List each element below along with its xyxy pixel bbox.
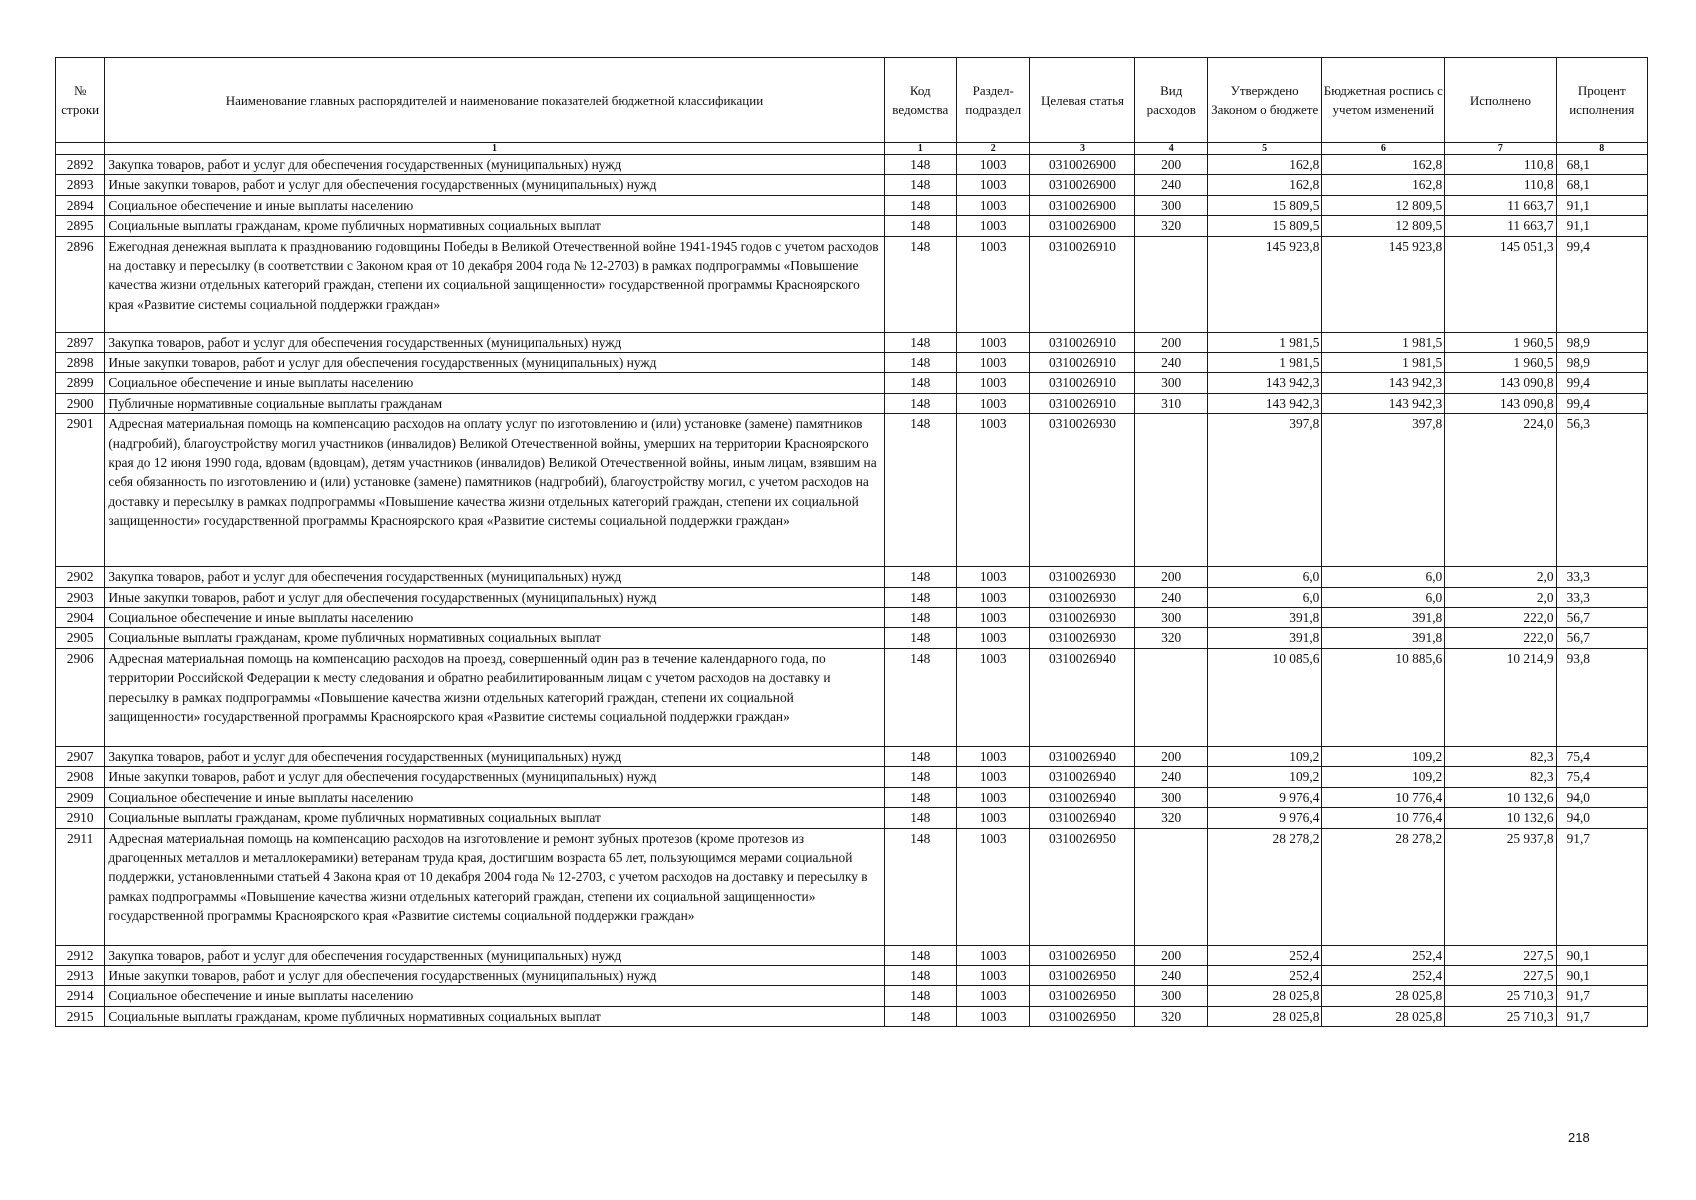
row-percent: 33,3	[1556, 587, 1647, 607]
row-approved: 109,2	[1207, 746, 1321, 766]
row-dept-code: 148	[884, 155, 956, 175]
row-approved: 15 809,5	[1207, 216, 1321, 236]
row-number: 2896	[56, 236, 105, 332]
row-number: 2913	[56, 965, 105, 985]
row-target: 0310026940	[1030, 767, 1135, 787]
row-section: 1003	[956, 1006, 1030, 1026]
col-number: 3	[1030, 143, 1135, 155]
row-approved: 252,4	[1207, 965, 1321, 985]
table-body	[56, 155, 1648, 1027]
table-row	[56, 216, 1648, 236]
table-row	[56, 608, 1648, 628]
row-approved: 391,8	[1207, 628, 1321, 648]
row-percent: 94,0	[1556, 787, 1647, 807]
row-executed: 2,0	[1445, 567, 1556, 587]
row-percent: 91,1	[1556, 216, 1647, 236]
row-section: 1003	[956, 608, 1030, 628]
row-percent: 99,4	[1556, 393, 1647, 413]
row-dept-code: 148	[884, 236, 956, 332]
row-name: Закупка товаров, работ и услуг для обеспечения государственных (муниципальных) нужд	[105, 945, 884, 965]
row-percent: 75,4	[1556, 746, 1647, 766]
row-percent: 93,8	[1556, 648, 1647, 746]
row-expense-type: 200	[1135, 945, 1207, 965]
row-section: 1003	[956, 808, 1030, 828]
table-header-row	[56, 58, 1648, 143]
row-executed: 227,5	[1445, 965, 1556, 985]
row-dept-code: 148	[884, 195, 956, 215]
row-section: 1003	[956, 567, 1030, 587]
row-dept-code: 148	[884, 587, 956, 607]
table-row	[56, 746, 1648, 766]
row-budget-list: 145 923,8	[1322, 236, 1445, 332]
table-row	[56, 587, 1648, 607]
row-budget-list: 10 776,4	[1322, 808, 1445, 828]
row-approved: 9 976,4	[1207, 787, 1321, 807]
row-executed: 2,0	[1445, 587, 1556, 607]
row-executed: 222,0	[1445, 608, 1556, 628]
row-percent: 90,1	[1556, 945, 1647, 965]
header-percent: Процент исполнения	[1556, 58, 1647, 143]
row-name: Социальное обеспечение и иные выплаты населению	[105, 195, 884, 215]
row-percent: 56,3	[1556, 414, 1647, 567]
table-row	[56, 332, 1648, 352]
row-name: Социальные выплаты гражданам, кроме публичных нормативных социальных выплат	[105, 216, 884, 236]
row-number: 2905	[56, 628, 105, 648]
row-name: Социальное обеспечение и иные выплаты населению	[105, 787, 884, 807]
table-row	[56, 175, 1648, 195]
row-budget-list: 143 942,3	[1322, 393, 1445, 413]
row-target: 0310026950	[1030, 965, 1135, 985]
row-percent: 91,7	[1556, 828, 1647, 945]
header-executed: Исполнено	[1445, 58, 1556, 143]
row-expense-type	[1135, 236, 1207, 332]
row-number: 2915	[56, 1006, 105, 1026]
row-name: Закупка товаров, работ и услуг для обеспечения государственных (муниципальных) нужд	[105, 155, 884, 175]
row-approved: 143 942,3	[1207, 373, 1321, 393]
row-dept-code: 148	[884, 787, 956, 807]
row-percent: 91,1	[1556, 195, 1647, 215]
row-target: 0310026910	[1030, 373, 1135, 393]
row-target: 0310026930	[1030, 628, 1135, 648]
table-row	[56, 1006, 1648, 1026]
row-executed: 25 710,3	[1445, 1006, 1556, 1026]
row-approved: 9 976,4	[1207, 808, 1321, 828]
row-percent: 98,9	[1556, 353, 1647, 373]
table-row	[56, 195, 1648, 215]
row-number: 2903	[56, 587, 105, 607]
row-name: Иные закупки товаров, работ и услуг для обеспечения государственных (муниципальных) нужд	[105, 587, 884, 607]
row-approved: 6,0	[1207, 587, 1321, 607]
row-target: 0310026910	[1030, 332, 1135, 352]
row-number: 2901	[56, 414, 105, 567]
row-approved: 10 085,6	[1207, 648, 1321, 746]
header-row-no: № строки	[56, 58, 105, 143]
row-executed: 224,0	[1445, 414, 1556, 567]
row-expense-type: 320	[1135, 628, 1207, 648]
row-section: 1003	[956, 414, 1030, 567]
row-dept-code: 148	[884, 414, 956, 567]
row-expense-type: 300	[1135, 986, 1207, 1006]
row-percent: 90,1	[1556, 965, 1647, 985]
row-name: Закупка товаров, работ и услуг для обеспечения государственных (муниципальных) нужд	[105, 332, 884, 352]
row-section: 1003	[956, 195, 1030, 215]
table-row	[56, 414, 1648, 567]
row-target: 0310026910	[1030, 353, 1135, 373]
row-target: 0310026930	[1030, 567, 1135, 587]
table-row	[56, 648, 1648, 746]
row-budget-list: 391,8	[1322, 608, 1445, 628]
row-name: Иные закупки товаров, работ и услуг для обеспечения государственных (муниципальных) нужд	[105, 767, 884, 787]
row-approved: 28 025,8	[1207, 1006, 1321, 1026]
row-dept-code: 148	[884, 332, 956, 352]
row-approved: 145 923,8	[1207, 236, 1321, 332]
row-expense-type: 300	[1135, 373, 1207, 393]
row-expense-type: 240	[1135, 965, 1207, 985]
row-number: 2893	[56, 175, 105, 195]
row-expense-type: 320	[1135, 808, 1207, 828]
row-executed: 143 090,8	[1445, 393, 1556, 413]
row-expense-type: 200	[1135, 746, 1207, 766]
row-approved: 252,4	[1207, 945, 1321, 965]
row-number: 2895	[56, 216, 105, 236]
row-section: 1003	[956, 216, 1030, 236]
header-name: Наименование главных распорядителей и наименование показателей бюджетной классификации	[105, 58, 884, 143]
row-expense-type: 300	[1135, 608, 1207, 628]
row-target: 0310026950	[1030, 1006, 1135, 1026]
col-number: 1	[884, 143, 956, 155]
row-executed: 25 937,8	[1445, 828, 1556, 945]
row-number: 2902	[56, 567, 105, 587]
table-row	[56, 567, 1648, 587]
row-expense-type: 300	[1135, 195, 1207, 215]
table-row	[56, 353, 1648, 373]
row-budget-list: 109,2	[1322, 767, 1445, 787]
row-name: Публичные нормативные социальные выплаты гражданам	[105, 393, 884, 413]
row-percent: 98,9	[1556, 332, 1647, 352]
row-name: Ежегодная денежная выплата к празднованию годовщины Победы в Великой Отечественной войне 1941-1945 годов с учетом расходов на доставку и пересылку (в соответствии с Законом края от 10 декабря 2004 года № 12-2703) в рамках подпрограммы «Повышение качества жизни отдельных категорий граждан, степени их социальной защищенности» государственной программы Красноярского края «Развитие системы социальной поддержки граждан»	[105, 236, 884, 332]
row-section: 1003	[956, 986, 1030, 1006]
row-section: 1003	[956, 236, 1030, 332]
row-target: 0310026950	[1030, 986, 1135, 1006]
row-dept-code: 148	[884, 986, 956, 1006]
row-percent: 99,4	[1556, 236, 1647, 332]
row-dept-code: 148	[884, 175, 956, 195]
row-percent: 75,4	[1556, 767, 1647, 787]
row-name: Иные закупки товаров, работ и услуг для обеспечения государственных (муниципальных) нужд	[105, 175, 884, 195]
row-expense-type: 320	[1135, 1006, 1207, 1026]
row-number: 2900	[56, 393, 105, 413]
row-expense-type	[1135, 648, 1207, 746]
row-target: 0310026930	[1030, 414, 1135, 567]
row-budget-list: 28 025,8	[1322, 1006, 1445, 1026]
row-expense-type	[1135, 414, 1207, 567]
row-approved: 162,8	[1207, 175, 1321, 195]
row-expense-type: 300	[1135, 787, 1207, 807]
row-section: 1003	[956, 648, 1030, 746]
row-approved: 1 981,5	[1207, 353, 1321, 373]
row-dept-code: 148	[884, 648, 956, 746]
row-percent: 68,1	[1556, 175, 1647, 195]
table-row	[56, 808, 1648, 828]
row-expense-type: 320	[1135, 216, 1207, 236]
row-budget-list: 391,8	[1322, 628, 1445, 648]
row-budget-list: 162,8	[1322, 155, 1445, 175]
row-number: 2908	[56, 767, 105, 787]
row-dept-code: 148	[884, 965, 956, 985]
row-expense-type	[1135, 828, 1207, 945]
row-section: 1003	[956, 373, 1030, 393]
row-target: 0310026940	[1030, 787, 1135, 807]
row-name: Социальные выплаты гражданам, кроме публичных нормативных социальных выплат	[105, 808, 884, 828]
row-section: 1003	[956, 353, 1030, 373]
row-section: 1003	[956, 965, 1030, 985]
row-dept-code: 148	[884, 373, 956, 393]
row-section: 1003	[956, 332, 1030, 352]
row-number: 2910	[56, 808, 105, 828]
row-target: 0310026930	[1030, 587, 1135, 607]
row-target: 0310026900	[1030, 175, 1135, 195]
row-expense-type: 310	[1135, 393, 1207, 413]
row-executed: 145 051,3	[1445, 236, 1556, 332]
row-expense-type: 200	[1135, 155, 1207, 175]
row-executed: 10 214,9	[1445, 648, 1556, 746]
row-name: Социальное обеспечение и иные выплаты населению	[105, 373, 884, 393]
col-number: 5	[1207, 143, 1321, 155]
row-name: Социальное обеспечение и иные выплаты населению	[105, 986, 884, 1006]
row-executed: 227,5	[1445, 945, 1556, 965]
row-budget-list: 6,0	[1322, 567, 1445, 587]
row-expense-type: 240	[1135, 175, 1207, 195]
row-budget-list: 1 981,5	[1322, 353, 1445, 373]
row-dept-code: 148	[884, 808, 956, 828]
table-row	[56, 787, 1648, 807]
row-target: 0310026940	[1030, 648, 1135, 746]
row-executed: 1 960,5	[1445, 353, 1556, 373]
row-budget-list: 252,4	[1322, 945, 1445, 965]
header-expense-type: Вид расходов	[1135, 58, 1207, 143]
row-number: 2894	[56, 195, 105, 215]
row-dept-code: 148	[884, 608, 956, 628]
header-target: Целевая статья	[1030, 58, 1135, 143]
row-approved: 28 025,8	[1207, 986, 1321, 1006]
row-approved: 28 278,2	[1207, 828, 1321, 945]
row-budget-list: 12 809,5	[1322, 216, 1445, 236]
col-number: 8	[1556, 143, 1647, 155]
row-approved: 391,8	[1207, 608, 1321, 628]
row-budget-list: 12 809,5	[1322, 195, 1445, 215]
row-section: 1003	[956, 746, 1030, 766]
row-name: Закупка товаров, работ и услуг для обеспечения государственных (муниципальных) нужд	[105, 746, 884, 766]
row-target: 0310026910	[1030, 393, 1135, 413]
row-percent: 94,0	[1556, 808, 1647, 828]
row-budget-list: 109,2	[1322, 746, 1445, 766]
table-row	[56, 393, 1648, 413]
row-section: 1003	[956, 155, 1030, 175]
row-number: 2911	[56, 828, 105, 945]
table-row	[56, 945, 1648, 965]
row-name: Адресная материальная помощь на компенсацию расходов на проезд, совершенный один раз в течение календарного года, по территории Российской Федерации к месту следования и обратно реабилитированным лицам с учетом расходов на доставку и пересылку в рамках подпрограммы «Повышение качества жизни отдельных категорий граждан, степени их социальной защищенности» государственной программы Красноярского края «Развитие системы социальной поддержки граждан»	[105, 648, 884, 746]
row-section: 1003	[956, 787, 1030, 807]
row-executed: 82,3	[1445, 767, 1556, 787]
row-target: 0310026930	[1030, 608, 1135, 628]
col-number: 2	[956, 143, 1030, 155]
col-number: 7	[1445, 143, 1556, 155]
row-budget-list: 162,8	[1322, 175, 1445, 195]
row-section: 1003	[956, 945, 1030, 965]
row-percent: 91,7	[1556, 986, 1647, 1006]
row-section: 1003	[956, 828, 1030, 945]
row-number: 2904	[56, 608, 105, 628]
row-name: Социальные выплаты гражданам, кроме публичных нормативных социальных выплат	[105, 1006, 884, 1026]
row-budget-list: 6,0	[1322, 587, 1445, 607]
row-budget-list: 10 885,6	[1322, 648, 1445, 746]
row-approved: 143 942,3	[1207, 393, 1321, 413]
row-dept-code: 148	[884, 353, 956, 373]
row-percent: 56,7	[1556, 628, 1647, 648]
row-name: Социальное обеспечение и иные выплаты населению	[105, 608, 884, 628]
row-section: 1003	[956, 628, 1030, 648]
row-budget-list: 28 278,2	[1322, 828, 1445, 945]
budget-table-container	[55, 57, 1648, 1027]
row-budget-list: 252,4	[1322, 965, 1445, 985]
row-approved: 162,8	[1207, 155, 1321, 175]
row-executed: 25 710,3	[1445, 986, 1556, 1006]
row-section: 1003	[956, 393, 1030, 413]
row-approved: 109,2	[1207, 767, 1321, 787]
row-number: 2912	[56, 945, 105, 965]
row-dept-code: 148	[884, 945, 956, 965]
table-row	[56, 236, 1648, 332]
col-number: 6	[1322, 143, 1445, 155]
row-dept-code: 148	[884, 1006, 956, 1026]
row-dept-code: 148	[884, 216, 956, 236]
row-target: 0310026900	[1030, 195, 1135, 215]
row-section: 1003	[956, 767, 1030, 787]
col-number	[56, 143, 105, 155]
row-executed: 110,8	[1445, 175, 1556, 195]
row-target: 0310026950	[1030, 945, 1135, 965]
table-row	[56, 965, 1648, 985]
row-approved: 397,8	[1207, 414, 1321, 567]
row-executed: 10 132,6	[1445, 787, 1556, 807]
col-number: 1	[105, 143, 884, 155]
row-target: 0310026910	[1030, 236, 1135, 332]
table-row	[56, 628, 1648, 648]
row-target: 0310026900	[1030, 155, 1135, 175]
row-target: 0310026900	[1030, 216, 1135, 236]
row-section: 1003	[956, 587, 1030, 607]
row-number: 2906	[56, 648, 105, 746]
row-executed: 11 663,7	[1445, 216, 1556, 236]
row-dept-code: 148	[884, 567, 956, 587]
row-number: 2914	[56, 986, 105, 1006]
row-expense-type: 240	[1135, 587, 1207, 607]
table-row	[56, 373, 1648, 393]
row-dept-code: 148	[884, 628, 956, 648]
row-number: 2892	[56, 155, 105, 175]
row-budget-list: 397,8	[1322, 414, 1445, 567]
row-approved: 6,0	[1207, 567, 1321, 587]
row-budget-list: 28 025,8	[1322, 986, 1445, 1006]
row-executed: 82,3	[1445, 746, 1556, 766]
table-row	[56, 986, 1648, 1006]
header-approved: Утверждено Законом о бюджете	[1207, 58, 1321, 143]
row-percent: 91,7	[1556, 1006, 1647, 1026]
row-name: Адресная материальная помощь на компенсацию расходов на изготовление и ремонт зубных протезов (кроме протезов из драгоценных металлов и металлокерамики) ветеранам труда края, достигшим возраста 65 лет, пользующимся мерами социальной поддержки, установленными статьей 4 Закона края от 10 декабря 2004 года № 12-2703, с учетом расходов на доставку и пересылку в рамках подпрограммы «Повышение качества жизни отдельных категорий граждан, степени их социальной защищенности» государственной программы Красноярского края «Развитие системы социальной поддержки граждан»	[105, 828, 884, 945]
page-number: 218	[1568, 1130, 1590, 1145]
row-budget-list: 1 981,5	[1322, 332, 1445, 352]
row-dept-code: 148	[884, 746, 956, 766]
header-budget-list: Бюджетная роспись с учетом изменений	[1322, 58, 1445, 143]
row-expense-type: 240	[1135, 353, 1207, 373]
row-section: 1003	[956, 175, 1030, 195]
row-approved: 1 981,5	[1207, 332, 1321, 352]
row-approved: 15 809,5	[1207, 195, 1321, 215]
row-name: Иные закупки товаров, работ и услуг для обеспечения государственных (муниципальных) нужд	[105, 965, 884, 985]
row-target: 0310026940	[1030, 746, 1135, 766]
row-name: Социальные выплаты гражданам, кроме публичных нормативных социальных выплат	[105, 628, 884, 648]
row-expense-type: 240	[1135, 767, 1207, 787]
row-percent: 68,1	[1556, 155, 1647, 175]
column-numbers-row	[56, 143, 1648, 155]
table-row	[56, 767, 1648, 787]
row-number: 2899	[56, 373, 105, 393]
row-number: 2907	[56, 746, 105, 766]
row-executed: 11 663,7	[1445, 195, 1556, 215]
row-budget-list: 10 776,4	[1322, 787, 1445, 807]
row-percent: 99,4	[1556, 373, 1647, 393]
table-row	[56, 828, 1648, 945]
row-target: 0310026940	[1030, 808, 1135, 828]
budget-execution-table	[55, 57, 1648, 1027]
row-dept-code: 148	[884, 828, 956, 945]
header-dept-code: Код ведомства	[884, 58, 956, 143]
row-name: Адресная материальная помощь на компенсацию расходов на оплату услуг по изготовлению и (или) установке (замене) памятников (надгробий), благоустройству могил участников (инвалидов) Великой Отечественной войны, умерших на территории Красноярского края до 12 июня 1990 года, вдовам (вдовцам), детям участников (инвалидов) Великой Отечественной войны, иным лицам, взявшим на себя обязанность по изготовлению и (или) установке (замене) памятников (надгробий), благоустройству могил, с учетом расходов на доставку и пересылку в рамках подпрограммы «Повышение качества жизни отдельных категорий граждан, степени их социальной защищенности» государственной программы Красноярского края «Развитие системы социальной поддержки граждан»	[105, 414, 884, 567]
row-dept-code: 148	[884, 393, 956, 413]
row-executed: 222,0	[1445, 628, 1556, 648]
row-executed: 10 132,6	[1445, 808, 1556, 828]
row-percent: 56,7	[1556, 608, 1647, 628]
row-number: 2909	[56, 787, 105, 807]
table-row	[56, 155, 1648, 175]
row-number: 2897	[56, 332, 105, 352]
row-name: Закупка товаров, работ и услуг для обеспечения государственных (муниципальных) нужд	[105, 567, 884, 587]
row-executed: 1 960,5	[1445, 332, 1556, 352]
row-dept-code: 148	[884, 767, 956, 787]
row-expense-type: 200	[1135, 332, 1207, 352]
row-expense-type: 200	[1135, 567, 1207, 587]
row-executed: 110,8	[1445, 155, 1556, 175]
row-name: Иные закупки товаров, работ и услуг для обеспечения государственных (муниципальных) нужд	[105, 353, 884, 373]
row-number: 2898	[56, 353, 105, 373]
row-budget-list: 143 942,3	[1322, 373, 1445, 393]
row-executed: 143 090,8	[1445, 373, 1556, 393]
row-target: 0310026950	[1030, 828, 1135, 945]
col-number: 4	[1135, 143, 1207, 155]
row-percent: 33,3	[1556, 567, 1647, 587]
header-section: Раздел-подраздел	[956, 58, 1030, 143]
